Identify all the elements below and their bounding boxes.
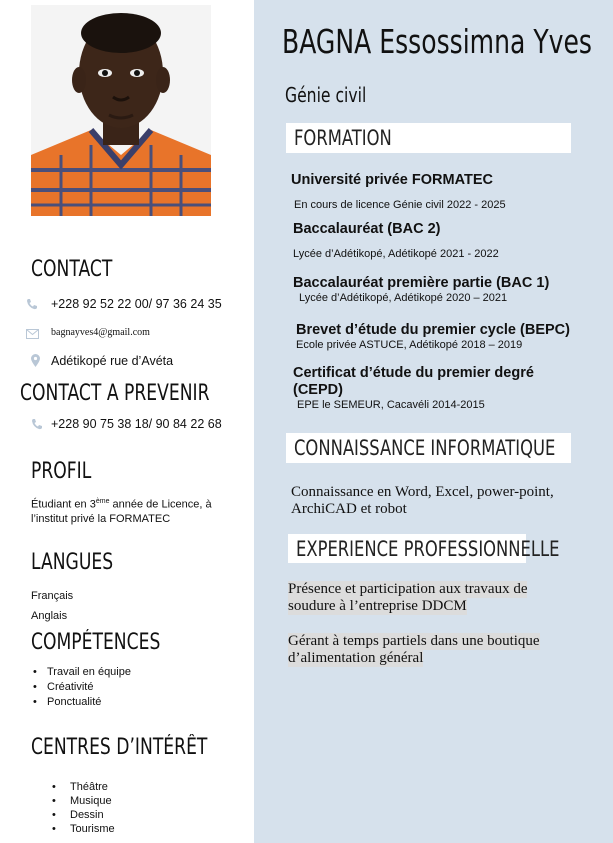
skills-list [31, 665, 131, 710]
experience-item: Présence et participation aux travaux de [288, 581, 528, 597]
experience-heading-box [288, 534, 560, 563]
list-item: • Travail en équipe [31, 665, 131, 680]
formation-title: Brevet d’étude du premier cycle (BEPC) [296, 322, 570, 338]
contact-phone: +228 92 52 22 00/ 97 36 24 35 [51, 297, 222, 311]
phone-icon [31, 417, 43, 435]
language-item: Anglais [31, 610, 68, 622]
emergency-phone: +228 90 75 38 18/ 90 84 22 68 [51, 417, 222, 431]
formation-detail: En cours de licence Génie civil 2022 - 2025 [294, 199, 506, 211]
profile-heading: PROFIL [31, 459, 92, 484]
emergency-contact-heading: CONTACT A PREVENIR [20, 381, 210, 406]
candidate-name: BAGNA Essossimna Yves [282, 22, 593, 61]
it-skills-line: Connaissance en Word, Excel, power-point, [291, 484, 554, 500]
formation-heading-box [286, 123, 571, 153]
skills-heading: COMPÉTENCES [31, 630, 161, 655]
contact-heading: CONTACT [31, 257, 113, 282]
languages-heading: LANGUES [31, 550, 114, 575]
profile-text-line1: Étudiant en 3ème année de Licence, à [31, 498, 212, 511]
location-pin-icon [31, 354, 40, 372]
experience-item: Gérant à temps partiels dans une boutique [288, 633, 540, 649]
list-item: • Dessin [70, 808, 115, 822]
interests-list [70, 780, 115, 836]
envelope-icon [26, 326, 39, 344]
interests-heading: CENTRES D’INTÉRÊT [31, 735, 208, 760]
it-skills-line: ArchiCAD et robot [291, 501, 407, 517]
experience-heading: EXPERIENCE PROFESSIONNELLE [296, 537, 560, 561]
profile-photo [31, 5, 211, 216]
formation-title: Baccalauréat première partie (BAC 1) [293, 275, 550, 291]
language-item: Français [31, 590, 74, 602]
formation-detail: Lycée d’Adétikopé, Adétikopé 2021 - 2022 [293, 248, 499, 260]
experience-item: d’alimentation général [288, 650, 424, 666]
list-item: • Ponctualité [31, 695, 131, 710]
experience-item: soudure à l’entreprise DDCM [288, 598, 467, 614]
formation-detail: Lycée d’Adétikopé, Adétikopé 2020 – 2021 [299, 292, 508, 304]
formation-title: Certificat d’étude du premier degré [293, 365, 534, 381]
formation-detail: EPE le SEMEUR, Cacavéli 2014-2015 [297, 399, 485, 411]
it-skills-heading: CONNAISSANCE INFORMATIQUE [294, 436, 556, 460]
formation-heading: FORMATION [294, 126, 392, 150]
profile-text-line2: l’institut privé la FORMATEC [31, 513, 171, 525]
contact-address: Adétikopé rue d’Avéta [51, 354, 174, 368]
it-skills-heading-box [286, 433, 571, 463]
list-item: • Tourisme [70, 822, 115, 836]
formation-title: Baccalauréat (BAC 2) [293, 221, 441, 237]
list-item: • Musique [70, 794, 115, 808]
formation-detail: Ecole privée ASTUCE, Adétikopé 2018 – 2019 [296, 339, 523, 351]
formation-title: Université privée FORMATEC [291, 172, 493, 188]
contact-email: bagnayves4@gmail.com [51, 327, 150, 338]
candidate-field: Génie civil [285, 83, 367, 107]
phone-icon [26, 297, 38, 315]
formation-title: (CEPD) [293, 382, 343, 398]
list-item: • Théâtre [70, 780, 115, 794]
list-item: • Créativité [31, 680, 131, 695]
